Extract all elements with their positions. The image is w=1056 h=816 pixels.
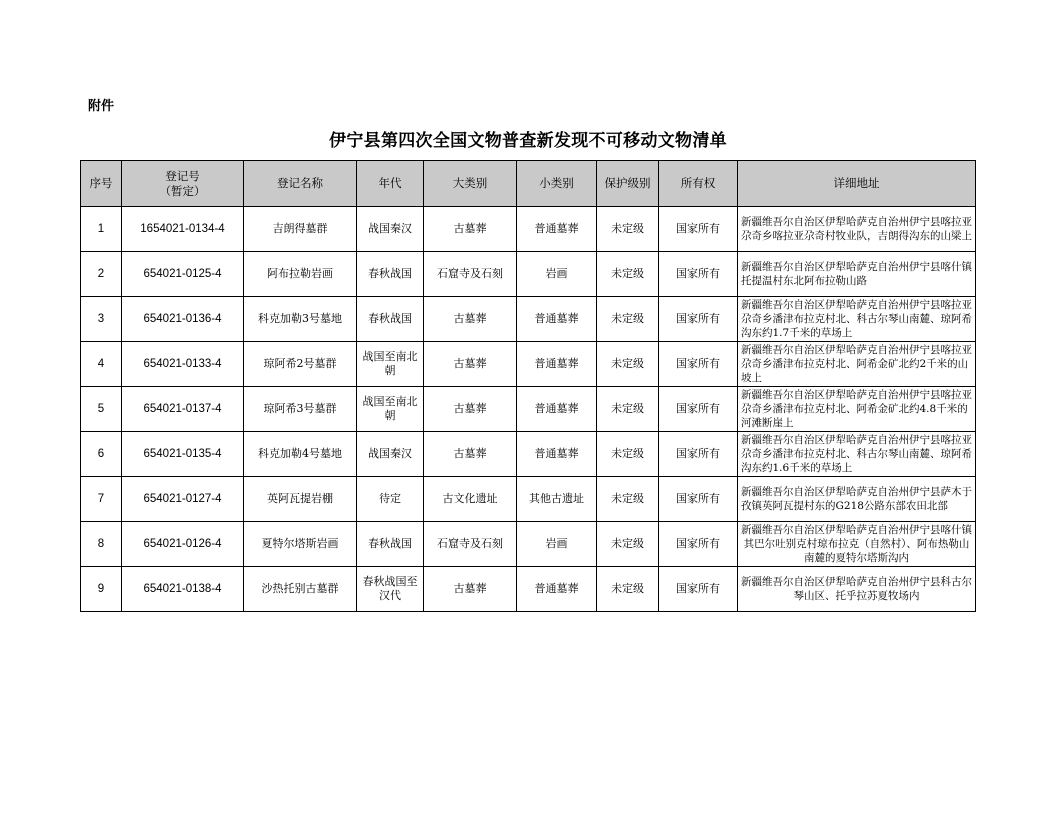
table-row: [81, 387, 976, 432]
cell-name: 英阿瓦提岩棚: [244, 477, 357, 522]
header-address: 详细地址: [738, 161, 976, 207]
cell-subcategory: 普通墓葬: [517, 207, 597, 252]
cell-seq: 6: [81, 432, 122, 477]
cell-ownership: 国家所有: [659, 522, 738, 567]
cell-reg-no: 654021-0127-4: [122, 477, 244, 522]
cell-era: 春秋战国: [357, 297, 424, 342]
cell-protection: 未定级: [597, 567, 659, 612]
cell-ownership: 国家所有: [659, 252, 738, 297]
cell-name: 沙热托别古墓群: [244, 567, 357, 612]
cell-reg-no: 1654021-0134-4: [122, 207, 244, 252]
cell-reg-no: 654021-0136-4: [122, 297, 244, 342]
cell-reg-no: 654021-0133-4: [122, 342, 244, 387]
cell-reg-no: 654021-0138-4: [122, 567, 244, 612]
cell-ownership: 国家所有: [659, 387, 738, 432]
cell-category: 古墓葬: [424, 432, 517, 477]
cell-seq: 7: [81, 477, 122, 522]
cell-protection: 未定级: [597, 342, 659, 387]
cell-category: 古墓葬: [424, 567, 517, 612]
relics-inventory-table: [80, 160, 976, 612]
header-ownership: 所有权: [659, 161, 738, 207]
cell-subcategory: 岩画: [517, 522, 597, 567]
attachment-label: 附件: [88, 99, 115, 114]
cell-subcategory: 普通墓葬: [517, 342, 597, 387]
cell-address: 新疆维吾尔自治区伊犁哈萨克自治州伊宁县萨木于孜镇英阿瓦提村东的G218公路东部农田北部: [738, 477, 976, 522]
cell-category: 石窟寺及石刻: [424, 522, 517, 567]
table-row: [81, 432, 976, 477]
table-row: [81, 207, 976, 252]
cell-subcategory: 普通墓葬: [517, 297, 597, 342]
cell-era: 春秋战国至汉代: [357, 567, 424, 612]
cell-name: 琼阿希2号墓群: [244, 342, 357, 387]
cell-protection: 未定级: [597, 297, 659, 342]
table-row: [81, 252, 976, 297]
cell-address: 新疆维吾尔自治区伊犁哈萨克自治州伊宁县喀拉亚尕奇乡潘津布拉克村北、阿希金矿北约4.8千米的河滩断崖上: [738, 387, 976, 432]
cell-protection: 未定级: [597, 387, 659, 432]
cell-category: 古墓葬: [424, 297, 517, 342]
cell-ownership: 国家所有: [659, 342, 738, 387]
cell-subcategory: 其他古遗址: [517, 477, 597, 522]
cell-era: 战国秦汉: [357, 207, 424, 252]
cell-reg-no: 654021-0125-4: [122, 252, 244, 297]
cell-address: 新疆维吾尔自治区伊犁哈萨克自治州伊宁县喀拉亚尕奇乡潘津布拉克村北、科古尔琴山南麓、琼阿希沟东约1.7千米的草场上: [738, 297, 976, 342]
document-title: 伊宁县第四次全国文物普查新发现不可移动文物清单: [329, 131, 727, 151]
cell-category: 古墓葬: [424, 342, 517, 387]
cell-address: 新疆维吾尔自治区伊犁哈萨克自治州伊宁县科古尔琴山区、托乎拉苏夏牧场内: [738, 567, 976, 612]
cell-era: 战国秦汉: [357, 432, 424, 477]
cell-era: 春秋战国: [357, 522, 424, 567]
cell-ownership: 国家所有: [659, 297, 738, 342]
cell-category: 石窟寺及石刻: [424, 252, 517, 297]
cell-era: 战国至南北朝: [357, 342, 424, 387]
cell-seq: 9: [81, 567, 122, 612]
cell-reg-no: 654021-0126-4: [122, 522, 244, 567]
cell-reg-no: 654021-0135-4: [122, 432, 244, 477]
header-era: 年代: [357, 161, 424, 207]
table-row: [81, 567, 976, 612]
cell-address: 新疆维吾尔自治区伊犁哈萨克自治州伊宁县喀拉亚尕奇乡喀拉亚尕奇村牧业队，吉朗得沟东的山梁上: [738, 207, 976, 252]
cell-seq: 4: [81, 342, 122, 387]
header-reg-no-line1: 登记号: [165, 168, 200, 183]
cell-category: 古墓葬: [424, 387, 517, 432]
table-body: [81, 207, 976, 612]
cell-seq: 1: [81, 207, 122, 252]
cell-name: 科克加勒3号墓地: [244, 297, 357, 342]
cell-address: 新疆维吾尔自治区伊犁哈萨克自治州伊宁县喀什镇托提温村东北阿布拉勒山路: [738, 252, 976, 297]
cell-name: 科克加勒4号墓地: [244, 432, 357, 477]
table-row: [81, 522, 976, 567]
cell-name: 阿布拉勒岩画: [244, 252, 357, 297]
cell-protection: 未定级: [597, 477, 659, 522]
table-row: [81, 342, 976, 387]
cell-category: 古墓葬: [424, 207, 517, 252]
cell-seq: 8: [81, 522, 122, 567]
cell-protection: 未定级: [597, 522, 659, 567]
header-reg-no: [122, 161, 244, 207]
cell-address: 新疆维吾尔自治区伊犁哈萨克自治州伊宁县喀拉亚尕奇乡潘津布拉克村北、科古尔琴山南麓、琼阿希沟东约1.6千米的草场上: [738, 432, 976, 477]
cell-ownership: 国家所有: [659, 207, 738, 252]
table-header-row: [81, 161, 976, 207]
header-name: 登记名称: [244, 161, 357, 207]
cell-subcategory: 普通墓葬: [517, 567, 597, 612]
cell-name: 琼阿希3号墓群: [244, 387, 357, 432]
cell-reg-no: 654021-0137-4: [122, 387, 244, 432]
cell-ownership: 国家所有: [659, 477, 738, 522]
cell-ownership: 国家所有: [659, 432, 738, 477]
header-reg-no-line2: （暂定）: [159, 183, 206, 198]
cell-era: 春秋战国: [357, 252, 424, 297]
cell-subcategory: 普通墓葬: [517, 387, 597, 432]
cell-protection: 未定级: [597, 432, 659, 477]
header-subcategory: 小类别: [517, 161, 597, 207]
cell-category: 古文化遗址: [424, 477, 517, 522]
cell-protection: 未定级: [597, 207, 659, 252]
cell-address: 新疆维吾尔自治区伊犁哈萨克自治州伊宁县喀什镇其巴尔吐别克村琼布拉克（自然村）、阿布热勒山南麓的夏特尔塔斯沟内: [738, 522, 976, 567]
header-category: 大类别: [424, 161, 517, 207]
header-protection: 保护级别: [597, 161, 659, 207]
cell-seq: 2: [81, 252, 122, 297]
cell-subcategory: 普通墓葬: [517, 432, 597, 477]
table-row: [81, 297, 976, 342]
header-seq: 序号: [81, 161, 122, 207]
cell-address: 新疆维吾尔自治区伊犁哈萨克自治州伊宁县喀拉亚尕奇乡潘津布拉克村北、阿希金矿北约2千米的山坡上: [738, 342, 976, 387]
table-row: [81, 477, 976, 522]
cell-subcategory: 岩画: [517, 252, 597, 297]
cell-seq: 5: [81, 387, 122, 432]
cell-protection: 未定级: [597, 252, 659, 297]
cell-ownership: 国家所有: [659, 567, 738, 612]
cell-era: 待定: [357, 477, 424, 522]
cell-name: 吉朗得墓群: [244, 207, 357, 252]
cell-name: 夏特尔塔斯岩画: [244, 522, 357, 567]
cell-seq: 3: [81, 297, 122, 342]
cell-era: 战国至南北朝: [357, 387, 424, 432]
